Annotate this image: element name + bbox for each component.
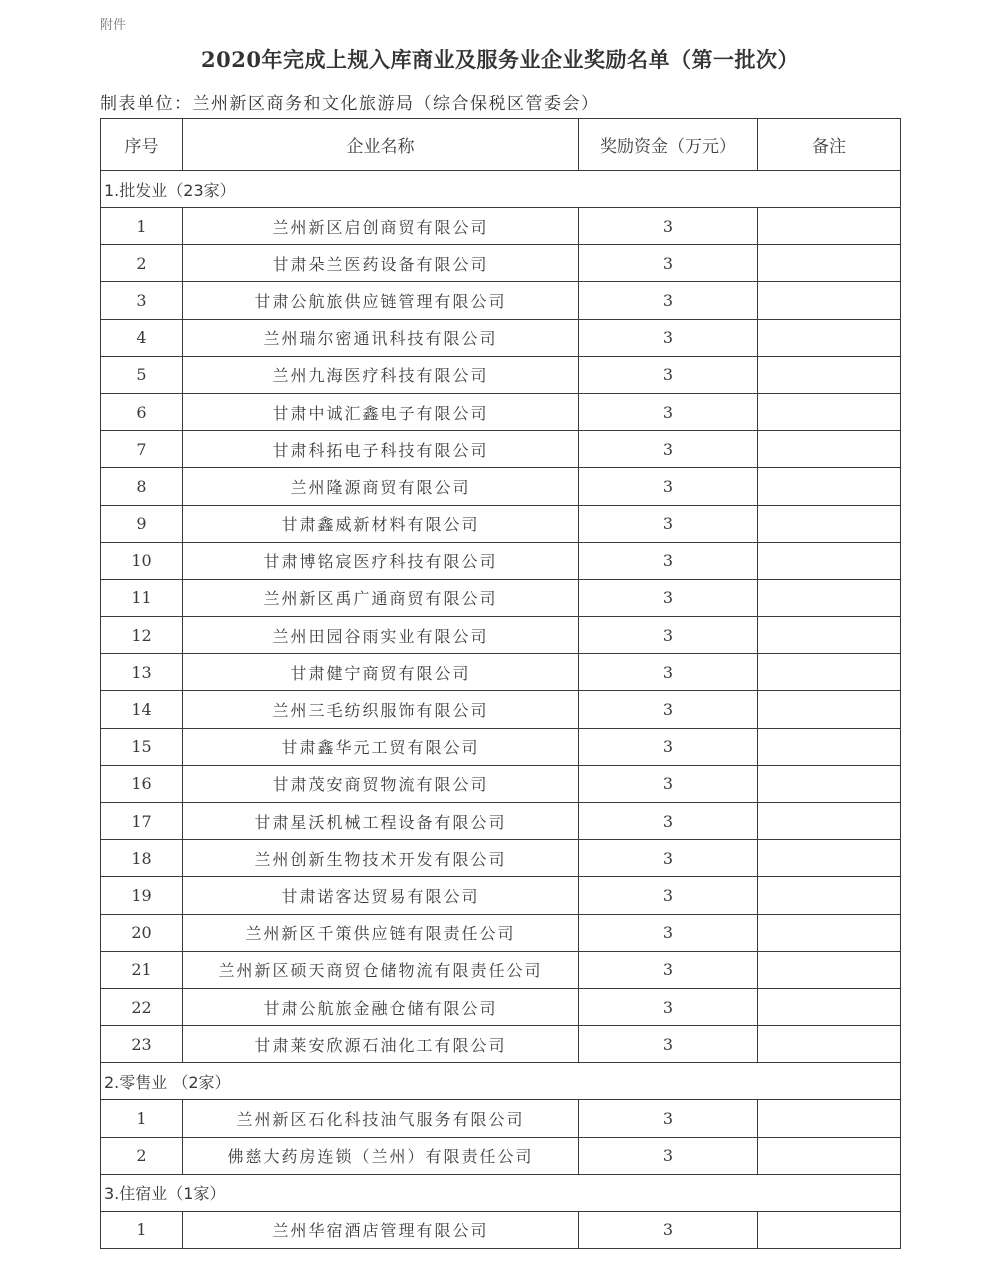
row-remarks <box>758 654 901 691</box>
row-company-name: 甘肃鑫华元工贸有限公司 <box>183 728 579 765</box>
row-company-name: 兰州新区千策供应链有限责任公司 <box>183 914 579 951</box>
row-seq: 19 <box>101 877 183 914</box>
row-award-fund: 3 <box>579 282 758 319</box>
row-seq: 5 <box>101 356 183 393</box>
row-seq: 18 <box>101 840 183 877</box>
row-remarks <box>758 542 901 579</box>
row-company-name: 甘肃茂安商贸物流有限公司 <box>183 765 579 802</box>
section-title: 2.零售业 （2家） <box>101 1063 901 1100</box>
row-seq: 14 <box>101 691 183 728</box>
row-remarks <box>758 393 901 430</box>
table-row <box>101 1100 901 1137</box>
row-seq: 16 <box>101 765 183 802</box>
table-row <box>101 393 901 430</box>
row-seq: 3 <box>101 282 183 319</box>
row-award-fund: 3 <box>579 691 758 728</box>
row-company-name: 甘肃鑫威新材料有限公司 <box>183 505 579 542</box>
row-company-name: 甘肃诺客达贸易有限公司 <box>183 877 579 914</box>
row-company-name: 兰州华宿酒店管理有限公司 <box>183 1211 579 1248</box>
table-row <box>101 1211 901 1248</box>
row-remarks <box>758 914 901 951</box>
row-company-name: 兰州新区石化科技油气服务有限公司 <box>183 1100 579 1137</box>
row-award-fund: 3 <box>579 765 758 802</box>
table-row <box>101 691 901 728</box>
row-remarks <box>758 208 901 245</box>
row-company-name: 兰州田园谷雨实业有限公司 <box>183 617 579 654</box>
row-award-fund: 3 <box>579 914 758 951</box>
row-seq: 9 <box>101 505 183 542</box>
row-award-fund: 3 <box>579 319 758 356</box>
table-row <box>101 803 901 840</box>
row-seq: 21 <box>101 951 183 988</box>
table-row <box>101 914 901 951</box>
row-company-name: 佛慈大药房连锁（兰州）有限责任公司 <box>183 1137 579 1174</box>
row-remarks <box>758 951 901 988</box>
row-award-fund: 3 <box>579 951 758 988</box>
row-seq: 6 <box>101 393 183 430</box>
row-company-name: 兰州创新生物技术开发有限公司 <box>183 840 579 877</box>
table-row <box>101 542 901 579</box>
row-award-fund: 3 <box>579 1100 758 1137</box>
row-company-name: 甘肃星沃机械工程设备有限公司 <box>183 803 579 840</box>
row-seq: 12 <box>101 617 183 654</box>
document-title: 2020年完成上规入库商业及服务业企业奖励名单（第一批次） <box>201 47 799 72</box>
row-company-name: 兰州新区硕天商贸仓储物流有限责任公司 <box>183 951 579 988</box>
row-seq: 1 <box>101 1100 183 1137</box>
row-remarks <box>758 579 901 616</box>
header-seq: 序号 <box>101 119 183 171</box>
row-company-name: 兰州瑞尔密通讯科技有限公司 <box>183 319 579 356</box>
row-award-fund: 3 <box>579 1026 758 1063</box>
row-seq: 10 <box>101 542 183 579</box>
row-award-fund: 3 <box>579 728 758 765</box>
row-award-fund: 3 <box>579 542 758 579</box>
row-remarks <box>758 468 901 505</box>
row-company-name: 甘肃公航旅金融仓储有限公司 <box>183 988 579 1025</box>
row-award-fund: 3 <box>579 654 758 691</box>
row-company-name: 兰州三毛纺织服饰有限公司 <box>183 691 579 728</box>
section-title: 3.住宿业（1家） <box>101 1174 901 1211</box>
row-seq: 8 <box>101 468 183 505</box>
table-row <box>101 765 901 802</box>
header-award-fund: 奖励资金（万元） <box>579 119 758 171</box>
award-table <box>100 118 901 1249</box>
row-remarks <box>758 245 901 282</box>
row-seq: 20 <box>101 914 183 951</box>
header-remarks: 备注 <box>758 119 901 171</box>
row-seq: 22 <box>101 988 183 1025</box>
row-remarks <box>758 1026 901 1063</box>
table-row <box>101 617 901 654</box>
row-seq: 13 <box>101 654 183 691</box>
table-row <box>101 1137 901 1174</box>
row-remarks <box>758 319 901 356</box>
section-header-row <box>101 1174 901 1211</box>
row-seq: 7 <box>101 431 183 468</box>
table-row <box>101 877 901 914</box>
row-award-fund: 3 <box>579 208 758 245</box>
row-award-fund: 3 <box>579 579 758 616</box>
row-company-name: 兰州新区启创商贸有限公司 <box>183 208 579 245</box>
table-row <box>101 988 901 1025</box>
table-row <box>101 282 901 319</box>
row-award-fund: 3 <box>579 468 758 505</box>
row-remarks <box>758 282 901 319</box>
row-award-fund: 3 <box>579 1211 758 1248</box>
row-remarks <box>758 691 901 728</box>
row-seq: 2 <box>101 245 183 282</box>
row-award-fund: 3 <box>579 393 758 430</box>
table-row <box>101 208 901 245</box>
row-remarks <box>758 431 901 468</box>
row-award-fund: 3 <box>579 245 758 282</box>
row-remarks <box>758 505 901 542</box>
row-seq: 11 <box>101 579 183 616</box>
row-remarks <box>758 728 901 765</box>
header-company-name: 企业名称 <box>183 119 579 171</box>
table-row <box>101 1026 901 1063</box>
row-company-name: 甘肃莱安欣源石油化工有限公司 <box>183 1026 579 1063</box>
row-seq: 17 <box>101 803 183 840</box>
table-header-row <box>101 119 901 171</box>
row-seq: 15 <box>101 728 183 765</box>
row-remarks <box>758 840 901 877</box>
row-seq: 1 <box>101 1211 183 1248</box>
row-award-fund: 3 <box>579 505 758 542</box>
section-header-row <box>101 171 901 208</box>
prepared-by: 制表单位：兰州新区商务和文化旅游局（综合保税区管委会） <box>100 94 600 114</box>
row-remarks <box>758 1211 901 1248</box>
table-row <box>101 728 901 765</box>
row-company-name: 甘肃公航旅供应链管理有限公司 <box>183 282 579 319</box>
row-company-name: 兰州九海医疗科技有限公司 <box>183 356 579 393</box>
row-company-name: 甘肃朵兰医药设备有限公司 <box>183 245 579 282</box>
row-remarks <box>758 988 901 1025</box>
row-remarks <box>758 803 901 840</box>
row-remarks <box>758 617 901 654</box>
row-remarks <box>758 765 901 802</box>
row-company-name: 甘肃健宁商贸有限公司 <box>183 654 579 691</box>
row-award-fund: 3 <box>579 877 758 914</box>
table-row <box>101 468 901 505</box>
table-row <box>101 579 901 616</box>
row-award-fund: 3 <box>579 988 758 1025</box>
table-row <box>101 951 901 988</box>
row-seq: 2 <box>101 1137 183 1174</box>
row-seq: 23 <box>101 1026 183 1063</box>
row-remarks <box>758 877 901 914</box>
row-remarks <box>758 1137 901 1174</box>
row-award-fund: 3 <box>579 431 758 468</box>
section-title: 1.批发业（23家） <box>101 171 901 208</box>
section-header-row <box>101 1063 901 1100</box>
table-row <box>101 245 901 282</box>
row-award-fund: 3 <box>579 617 758 654</box>
attachment-label: 附件 <box>100 18 127 33</box>
row-award-fund: 3 <box>579 840 758 877</box>
row-remarks <box>758 1100 901 1137</box>
row-award-fund: 3 <box>579 356 758 393</box>
row-award-fund: 3 <box>579 1137 758 1174</box>
table-row <box>101 840 901 877</box>
row-company-name: 甘肃中诚汇鑫电子有限公司 <box>183 393 579 430</box>
row-company-name: 甘肃博铭宸医疗科技有限公司 <box>183 542 579 579</box>
table-row <box>101 505 901 542</box>
row-company-name: 甘肃科拓电子科技有限公司 <box>183 431 579 468</box>
row-company-name: 兰州隆源商贸有限公司 <box>183 468 579 505</box>
table-row <box>101 356 901 393</box>
row-seq: 1 <box>101 208 183 245</box>
row-company-name: 兰州新区禹广通商贸有限公司 <box>183 579 579 616</box>
row-award-fund: 3 <box>579 803 758 840</box>
row-remarks <box>758 356 901 393</box>
row-seq: 4 <box>101 319 183 356</box>
table-row <box>101 654 901 691</box>
table-row <box>101 431 901 468</box>
table-row <box>101 319 901 356</box>
